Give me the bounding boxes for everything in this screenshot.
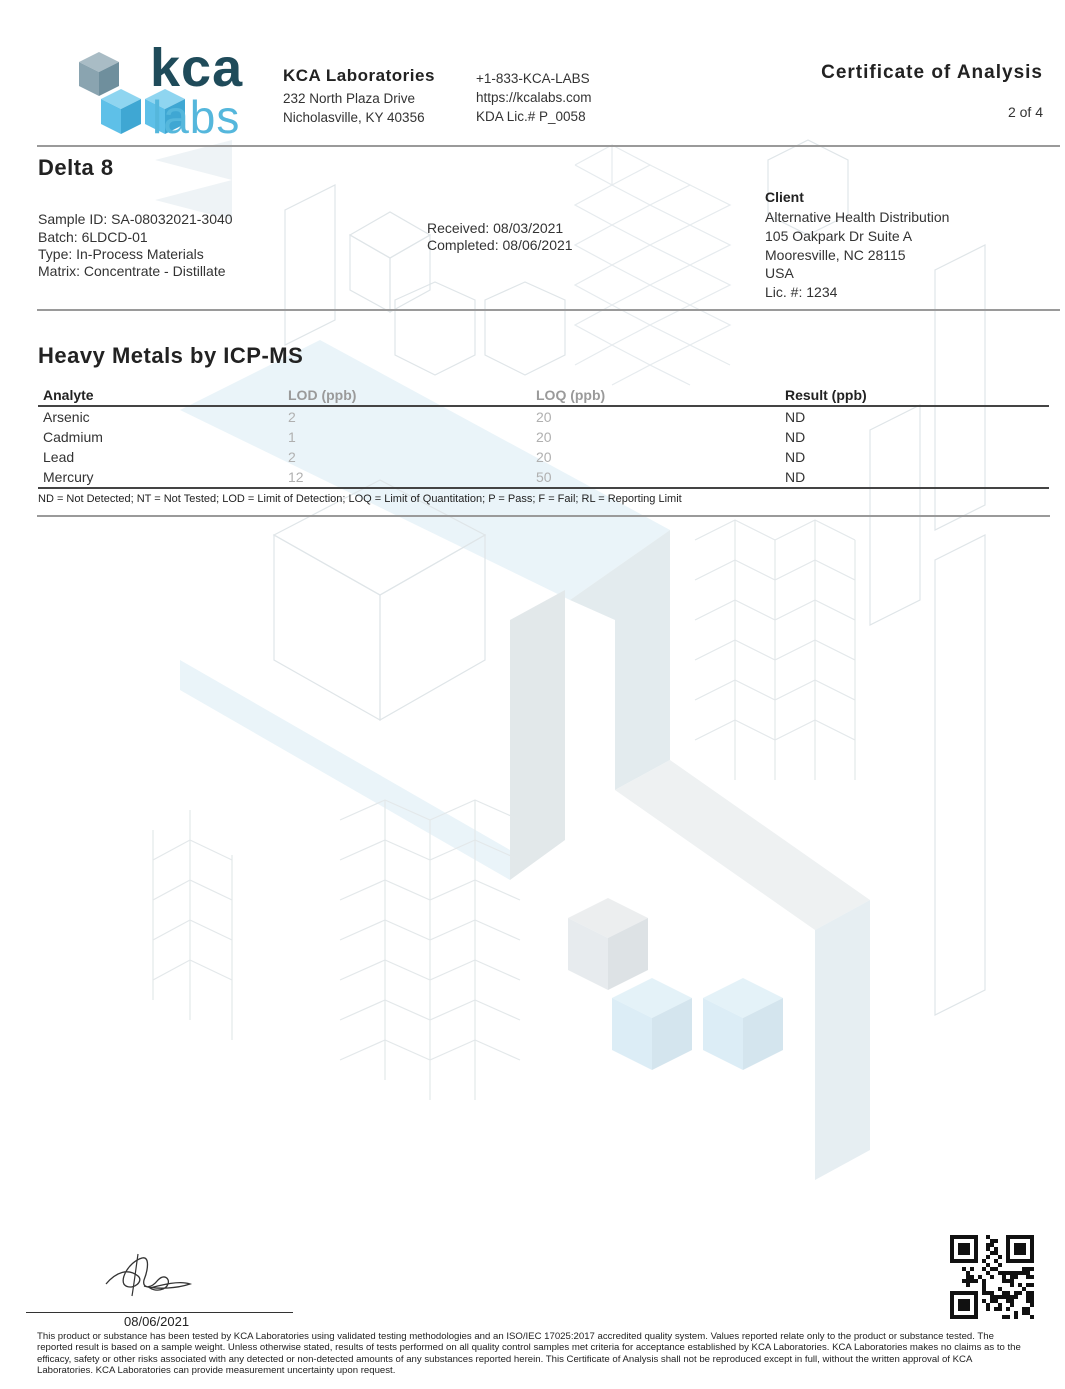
- loq-cell: 20: [536, 449, 552, 465]
- result-cell: ND: [785, 429, 806, 445]
- analyte-cell: Mercury: [38, 467, 283, 488]
- signature-line: [26, 1312, 293, 1313]
- table-row: [38, 447, 1049, 467]
- sample-id: Sample ID: SA-08032021-3040: [38, 211, 233, 227]
- column-header-lod: LOD (ppb): [283, 385, 531, 406]
- client-street: 105 Oakpark Dr Suite A: [765, 228, 913, 244]
- page-number: 2 of 4: [1007, 104, 1043, 120]
- header-divider: [37, 145, 1060, 147]
- client-license: Lic. #: 1234: [765, 284, 838, 300]
- table-row: [38, 427, 1049, 447]
- logo-labs-text: labs: [152, 91, 241, 143]
- client-city: Mooresville, NC 28115: [765, 247, 906, 263]
- lab-name: KCA Laboratories: [283, 66, 435, 85]
- info-divider: [37, 309, 1060, 311]
- section-title: Heavy Metals by ICP-MS: [38, 343, 304, 368]
- lab-phone: +1-833-KCA-LABS: [476, 71, 590, 86]
- client-name: Alternative Health Distribution: [765, 209, 950, 225]
- lod-cell: 2: [288, 409, 296, 425]
- table-row: [38, 406, 1049, 427]
- heavy-metals-table: [38, 385, 1049, 489]
- client-country: USA: [765, 265, 794, 281]
- table-row: [38, 467, 1049, 488]
- handwritten-signature: [98, 1250, 193, 1300]
- qr-code-icon[interactable]: [950, 1235, 1034, 1319]
- signature-date: 08/06/2021: [124, 1314, 190, 1329]
- analyte-cell: Arsenic: [43, 409, 90, 425]
- result-cell: ND: [785, 449, 806, 465]
- lod-cell: 1: [288, 429, 296, 445]
- result-cell: ND: [780, 467, 1049, 488]
- column-header-result: Result (ppb): [780, 385, 1049, 406]
- client-label: Client: [765, 189, 804, 205]
- result-cell: ND: [785, 409, 806, 425]
- analyte-cell: Cadmium: [43, 429, 103, 445]
- matrix: Matrix: Concentrate - Distillate: [38, 263, 226, 279]
- document-title: Certificate of Analysis: [821, 62, 1043, 83]
- lab-website-link[interactable]: https://kcalabs.com: [476, 90, 592, 105]
- table-header-row: [38, 385, 1049, 406]
- lab-address-line2: Nicholasville, KY 40356: [283, 110, 425, 125]
- disclaimer-text: This product or substance has been tested by KCA Laboratories using validated testing methodologies and an ISO/IEC 17025:2017 accredited quality system. Values reported relate only to the product or substance tested. The reported result is based on a sample weight. Unless otherwise stated, results of tests performed on all quality control samples met criteria for acceptance established by KCA Laboratories. KCA Laboratories makes no claims as to the efficacy, safety or other risks associated with any detected or non-detected amounts of any substances reported herein. This Certificate of Analysis shall not be reproduced except in full, without the written approval of KCA Laboratories. KCA Laboratories can provide measurement uncertainty upon request.: [37, 1331, 1021, 1376]
- lod-cell: 2: [288, 449, 296, 465]
- batch: Batch: 6LDCD-01: [38, 229, 148, 245]
- completed-date: Completed: 08/06/2021: [427, 237, 573, 253]
- loq-cell: 20: [536, 409, 552, 425]
- column-header-analyte: Analyte: [38, 385, 283, 406]
- lod-cell: 12: [283, 467, 531, 488]
- analyte-cell: Lead: [43, 449, 75, 465]
- sample-type: Type: In-Process Materials: [38, 246, 204, 262]
- section-divider: [37, 515, 1050, 517]
- loq-cell: 50: [531, 467, 780, 488]
- abbreviation-legend: ND = Not Detected; NT = Not Tested; LOD = Limit of Detection; LOQ = Limit of Quantitation; P = Pass; F = Fail; RL = Reporting Limit: [38, 493, 682, 505]
- received-date: Received: 08/03/2021: [427, 220, 564, 236]
- logo-kca-text: kca: [150, 38, 244, 98]
- loq-cell: 20: [536, 429, 552, 445]
- lab-license: KDA Lic.# P_0058: [476, 109, 586, 124]
- column-header-loq: LOQ (ppb): [531, 385, 780, 406]
- lab-address-line1: 232 North Plaza Drive: [283, 91, 416, 106]
- product-name: Delta 8: [38, 155, 114, 180]
